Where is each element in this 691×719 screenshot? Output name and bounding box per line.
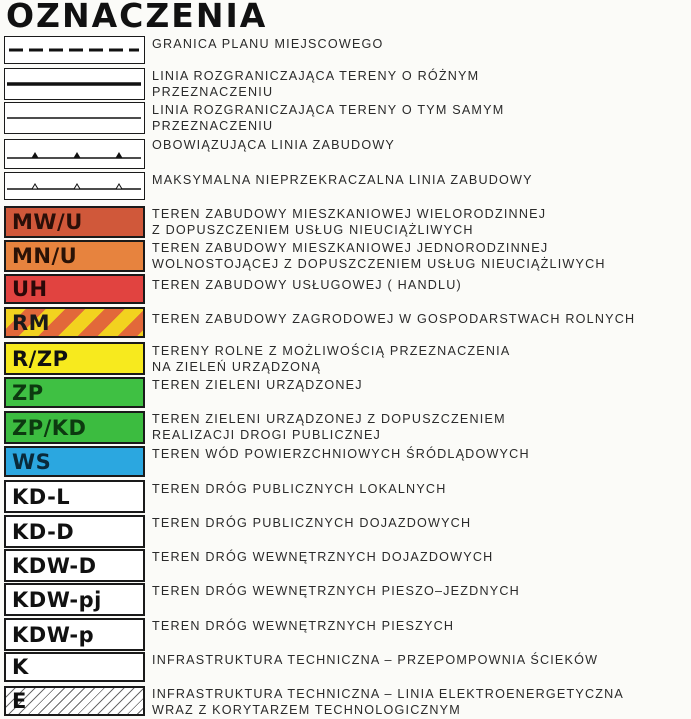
- zone-swatch-uh: [4, 274, 145, 304]
- zone_item-description: TEREN ZABUDOWY MIESZKANIOWEJ WIELORODZINNEJ: [152, 207, 547, 221]
- zone_item-description: TEREN DRÓG PUBLICZNYCH DOJAZDOWYCH: [152, 516, 472, 530]
- zone-code: KD-D: [12, 519, 75, 544]
- zone_item-description: Z DOPUSZCZENIEM USŁUG NIEUCIĄŻLIWYCH: [152, 223, 474, 237]
- legend-title: OZNACZENIA: [6, 0, 268, 35]
- zone-code: KDW-p: [12, 622, 95, 647]
- zone-code: KDW-D: [12, 553, 97, 578]
- zone-swatch-kdw-pj: [4, 583, 145, 616]
- zone-swatch-kd-d: [4, 515, 145, 548]
- zone-code: UH: [12, 277, 48, 301]
- zone-code: ZP: [12, 380, 44, 405]
- zone_item-description: INFRASTRUKTURA TECHNICZNA – PRZEPOMPOWNIA ŚCIEKÓW: [152, 653, 599, 667]
- line-symbol-thin: [4, 102, 145, 134]
- zone_item-description: TEREN DRÓG WEWNĘTRZNYCH PIESZYCH: [152, 619, 455, 633]
- line-symbol-thick: [4, 68, 145, 100]
- zone-code: KDW-pj: [12, 587, 102, 612]
- zone-code: MW/U: [12, 210, 83, 234]
- zone-swatch-mn-u: [4, 240, 145, 272]
- line_item-description: MAKSYMALNA NIEPRZEKRACZALNA LINIA ZABUDOWY: [152, 173, 533, 187]
- line-symbol-open-triangles: [4, 172, 145, 200]
- zone-swatch-zp-kd: [4, 411, 145, 444]
- zone-code: K: [12, 655, 29, 679]
- zone-swatch-mw-u: [4, 206, 145, 238]
- zone_item-description: TEREN ZIELENI URZĄDZONEJ: [152, 378, 363, 392]
- line-symbol-filled-triangles: [4, 139, 145, 169]
- zone_item-description: NA ZIELEŃ URZĄDZONĄ: [152, 360, 322, 374]
- zone_item-description: WOLNOSTOJĄCEJ Z DOPUSZCZENIEM USŁUG NIEUCIĄŻLIWYCH: [152, 257, 606, 271]
- zone-code: E: [12, 689, 27, 713]
- zone-code: RM: [12, 310, 51, 335]
- line_item-description: GRANICA PLANU MIEJSCOWEGO: [152, 37, 384, 51]
- line_item-description: PRZEZNACZENIU: [152, 85, 274, 99]
- zone_item-description: TEREN ZABUDOWY ZAGRODOWEJ W GOSPODARSTWACH ROLNYCH: [152, 312, 636, 326]
- zone_item-description: TEREN DRÓG WEWNĘTRZNYCH PIESZO–JEZDNYCH: [152, 584, 520, 598]
- zone-code: ZP/KD: [12, 415, 87, 440]
- zone_item-description: TEREN DRÓG PUBLICZNYCH LOKALNYCH: [152, 482, 447, 496]
- zone_item-description: TEREN ZABUDOWY MIESZKANIOWEJ JEDNORODZINNEJ: [152, 241, 549, 255]
- zone_item-description: TEREN ZIELENI URZĄDZONEJ Z DOPUSZCZENIEM: [152, 412, 506, 426]
- zone_item-description: TEREN ZABUDOWY USŁUGOWEJ ( HANDLU): [152, 278, 462, 292]
- zone_item-description: REALIZACJI DROGI PUBLICZNEJ: [152, 428, 382, 442]
- line_item-description: OBOWIĄZUJĄCA LINIA ZABUDOWY: [152, 138, 396, 152]
- zone-swatch-rm: [4, 307, 145, 338]
- zone_item-description: TEREN DRÓG WEWNĘTRZNYCH DOJAZDOWYCH: [152, 550, 494, 564]
- zone_item-description: TEREN WÓD POWIERZCHNIOWYCH ŚRÓDLĄDOWYCH: [152, 447, 530, 461]
- zone-swatch-k: [4, 652, 145, 682]
- zone-swatch-kdw-p: [4, 618, 145, 651]
- line_item-description: LINIA ROZGRANICZAJĄCA TERENY O TYM SAMYM: [152, 103, 505, 117]
- zone_item-description: WRAZ Z KORYTARZEM TECHNOLOGICZNYM: [152, 703, 461, 717]
- zone-swatch-e: [4, 686, 145, 716]
- line-symbol-dashed: [4, 36, 145, 64]
- line_item-description: LINIA ROZGRANICZAJĄCA TERENY O RÓŻNYM: [152, 69, 480, 83]
- zone-swatch-ws: [4, 446, 145, 477]
- zone-code: WS: [12, 449, 52, 474]
- zone_item-description: TERENY ROLNE Z MOŻLIWOŚCIĄ PRZEZNACZENIA: [152, 344, 511, 358]
- zone-swatch-kd-l: [4, 480, 145, 513]
- zone-swatch-kdw-d: [4, 549, 145, 582]
- zone-code: R/ZP: [12, 346, 69, 371]
- zone-swatch-zp: [4, 377, 145, 408]
- zone-code: KD-L: [12, 484, 71, 509]
- zone_item-description: INFRASTRUKTURA TECHNICZNA – LINIA ELEKTROENERGETYCZNA: [152, 687, 625, 701]
- zone-swatch-r-zp: [4, 342, 145, 375]
- line_item-description: PRZEZNACZENIU: [152, 119, 274, 133]
- zone-code: MN/U: [12, 244, 78, 268]
